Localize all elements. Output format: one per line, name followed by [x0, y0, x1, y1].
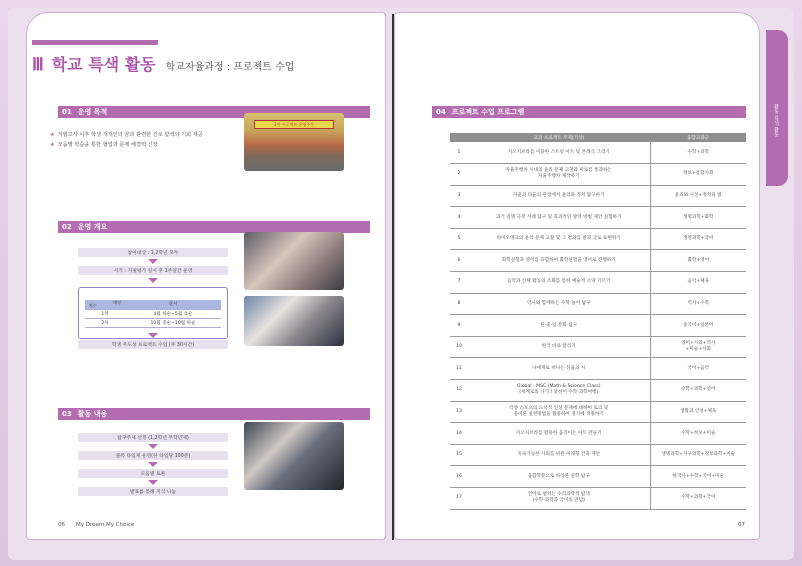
table-row	[450, 358, 746, 380]
section-header-program	[432, 106, 746, 118]
arrow-down-icon	[148, 333, 158, 338]
photo-banner: 2차 프로젝트 운영주간	[254, 120, 334, 129]
section-number: 04	[436, 108, 446, 116]
table-row	[450, 423, 746, 445]
table-header-row	[450, 133, 746, 142]
cell-no: 3	[450, 185, 468, 207]
chapter-title: 학교 특색 활동	[51, 55, 156, 74]
table-row	[450, 336, 746, 358]
cell-topic: 자율주행차 시대의 윤리 문제 고찰과 미로를 통과하는 자율주행차 제작하기	[468, 164, 650, 186]
cell: 2차	[85, 318, 125, 327]
list-item-text: 지필고사 이후 학생 개개인의 꿈과 관련한 진로 탐색의 기회 제공	[57, 132, 203, 138]
page-title	[32, 52, 294, 75]
section-number: 01	[62, 108, 72, 116]
cell-subject: 생명과학+지구과학+정보과학+미술	[650, 444, 746, 466]
cell-no: 6	[450, 250, 468, 272]
table-row	[450, 488, 746, 510]
page-number: 07	[738, 522, 745, 528]
cell-no: 14	[450, 423, 468, 445]
side-tab-label: 활동 특색 활동	[773, 104, 779, 138]
section-number: 02	[62, 223, 72, 231]
header-topic: 교과 프로젝트 주제(기상)	[468, 133, 650, 142]
section-label: 프로젝트 수업 프로그램	[451, 108, 525, 116]
schedule-table	[85, 300, 221, 328]
cell-no: 8	[450, 293, 468, 315]
table-row	[450, 380, 746, 402]
cell-topic: 화학실험과 영어를 융합하여 화학실험을 영어로 진행하기	[468, 250, 650, 272]
footer-text: My Dream My Choice	[76, 522, 135, 528]
cell-no: 17	[450, 488, 468, 510]
header-label: 차수	[89, 302, 97, 308]
cell-topic: 융합학문으로 바라본 실학 탐구	[468, 466, 650, 488]
cell-topic: 지오지브라를 활용한 움직이는 아트 만들기	[468, 423, 650, 445]
cell: 4월 하순~5월 초순	[125, 309, 221, 318]
cell-subject: 국어+음악	[650, 358, 746, 380]
cell-no: 13	[450, 401, 468, 423]
cell-topic: 바이오테크의 윤리 문제 고찰 및 그 결과를 말과 글로 표현하기	[468, 228, 650, 250]
cell-subject: 영어+지리+역사 +미술+사회	[650, 336, 746, 358]
flow-step: 블록 타임제 운영(한 타임당 100분)	[78, 451, 228, 460]
cell-subject: 음악+체육	[650, 272, 746, 294]
table-row	[450, 315, 746, 337]
cell-no: 15	[450, 444, 468, 466]
cell: 1차	[85, 309, 125, 318]
schedule-header-diag	[85, 300, 125, 309]
cell-subject: 한국사+수학+국어+미술	[650, 466, 746, 488]
table-row	[450, 444, 746, 466]
school-building-photo	[244, 113, 344, 171]
cell-topic: 역사와 함께하는 수학 놀이 탐구	[468, 293, 650, 315]
cell-subject: 생명과학+화학	[650, 207, 746, 229]
table-row	[450, 250, 746, 272]
cell-no: 2	[450, 164, 468, 186]
cell-topic: 지속가능한 사회를 위한 미래형 건축 제안	[468, 444, 650, 466]
cell-no: 1	[450, 142, 468, 164]
cell: 10월 중순~10월 하순	[125, 318, 221, 327]
cell-no: 12	[450, 380, 468, 402]
cell-subject: 정보+통합사회	[650, 164, 746, 186]
table-row	[450, 142, 746, 164]
table-row	[450, 228, 746, 250]
cell-topic: 각종 스포츠의 도덕적 인성 문제에 대하여 토의 및 올바른 실천방법을 활용하여 경기에 적용하기	[468, 401, 650, 423]
flow-step: 발표를 통해 지식 나눔	[78, 487, 228, 496]
program-table	[450, 133, 746, 510]
flow-step: 모둠별 토론	[78, 469, 228, 478]
cell-subject: 생명과학+국어	[650, 228, 746, 250]
table-row	[450, 185, 746, 207]
cell-topic: 과거 질병 극복 사례 탐구 및 효과적인 방역 방법 제안 실험하기	[468, 207, 650, 229]
table-row	[450, 164, 746, 186]
schedule-box	[78, 287, 228, 339]
table-row	[450, 207, 746, 229]
arrow-down-icon	[148, 278, 158, 283]
arrow-down-icon	[148, 480, 158, 485]
cell-subject: 생활과 인성+체육	[650, 401, 746, 423]
chapter-subtitle: 학교자율과정 : 프로젝트 수업	[165, 62, 295, 73]
cell-no: 11	[450, 358, 468, 380]
table-row	[450, 466, 746, 488]
arrow-down-icon	[148, 462, 158, 467]
section-label: 운영 개요	[77, 223, 108, 231]
table-row	[85, 309, 221, 318]
cell-topic: 언어로 펼치는 수리과학적 탐색 (수학·과학과 국어의 만남)	[468, 488, 650, 510]
schedule-header-period: 실시	[125, 300, 221, 309]
arrow-down-icon	[148, 259, 158, 264]
star-icon: ★	[50, 142, 55, 148]
table-row	[85, 318, 221, 327]
list-item	[50, 130, 203, 140]
cell-subject: 수학+과학	[650, 142, 746, 164]
flow-step: 탐구주제 선정 (1,2학년 무학년제)	[78, 433, 228, 442]
program-table-wrap	[450, 133, 746, 510]
cell-topic: 한·중·일 문화 탐구	[468, 315, 650, 337]
cell-no: 5	[450, 228, 468, 250]
cell-no: 9	[450, 315, 468, 337]
table-row	[450, 272, 746, 294]
list-item	[50, 140, 203, 150]
section-label: 활동 내용	[77, 410, 108, 418]
flow-step: 학생 주도성 프로젝트 수업 (주 30시간)	[78, 340, 228, 349]
class-photo	[244, 232, 344, 290]
cell-subject: 역사+수학	[650, 293, 746, 315]
cell-no: 16	[450, 466, 468, 488]
cell-no: 7	[450, 272, 468, 294]
cell-topic: 나에게로 떠나는 선율과 시	[468, 358, 650, 380]
class-photo	[244, 422, 344, 490]
purpose-list	[50, 130, 203, 150]
cell-subject: 윤리와 사상+정치와 법	[650, 185, 746, 207]
cell-subject: 수학+과학+영어	[650, 380, 746, 402]
cell-topic: 지오지브라를 이용한 스트링 아트 및 본래식 그리기	[468, 142, 650, 164]
cell-topic: 한국 바로 알리기	[468, 336, 650, 358]
arrow-down-icon	[148, 444, 158, 449]
flow-step: 참여대상 : 1,2학년 모두	[78, 248, 228, 257]
title-accent-bar	[32, 40, 158, 45]
cell-no: 4	[450, 207, 468, 229]
cell-topic: 음악과 신체 활동의 조화를 통한 예술적 소양 기르기	[468, 272, 650, 294]
section-label: 운영 목적	[77, 108, 108, 116]
cell-subject: 수학+정보+미술	[650, 423, 746, 445]
class-photo	[244, 296, 344, 346]
table-row	[450, 293, 746, 315]
cell-subject: 화학+영어	[650, 250, 746, 272]
section-number: 03	[62, 410, 72, 418]
list-item-text: 모둠별 학습을 통한 협업과 문제 해결력 신장	[57, 142, 158, 148]
cell-topic: Global - MSC (Math & Science Class) (세계로의 나가 / 낯선어 수학·과학여행)	[468, 380, 650, 402]
flow-step: 시기 : 지필평가 실시 후 1주일간 운영	[78, 266, 228, 275]
cell-topic: 자율과 타율의 관점에서 윤리와 정치 탐구하기	[468, 185, 650, 207]
header-label: 예정	[113, 300, 121, 305]
section-header-activities	[58, 408, 370, 420]
table-row	[450, 401, 746, 423]
header-subject: 융합교과군	[650, 133, 746, 142]
header-number	[450, 133, 468, 142]
side-tab	[766, 30, 788, 186]
page-number: 06	[58, 522, 65, 528]
cell-subject: 수학+과학+국어	[650, 488, 746, 510]
cell-subject: 중국어+일본어	[650, 315, 746, 337]
program-table-body	[450, 142, 746, 509]
star-icon: ★	[50, 132, 55, 138]
chapter-numeral: Ⅲ	[32, 55, 44, 74]
cell-no: 10	[450, 336, 468, 358]
